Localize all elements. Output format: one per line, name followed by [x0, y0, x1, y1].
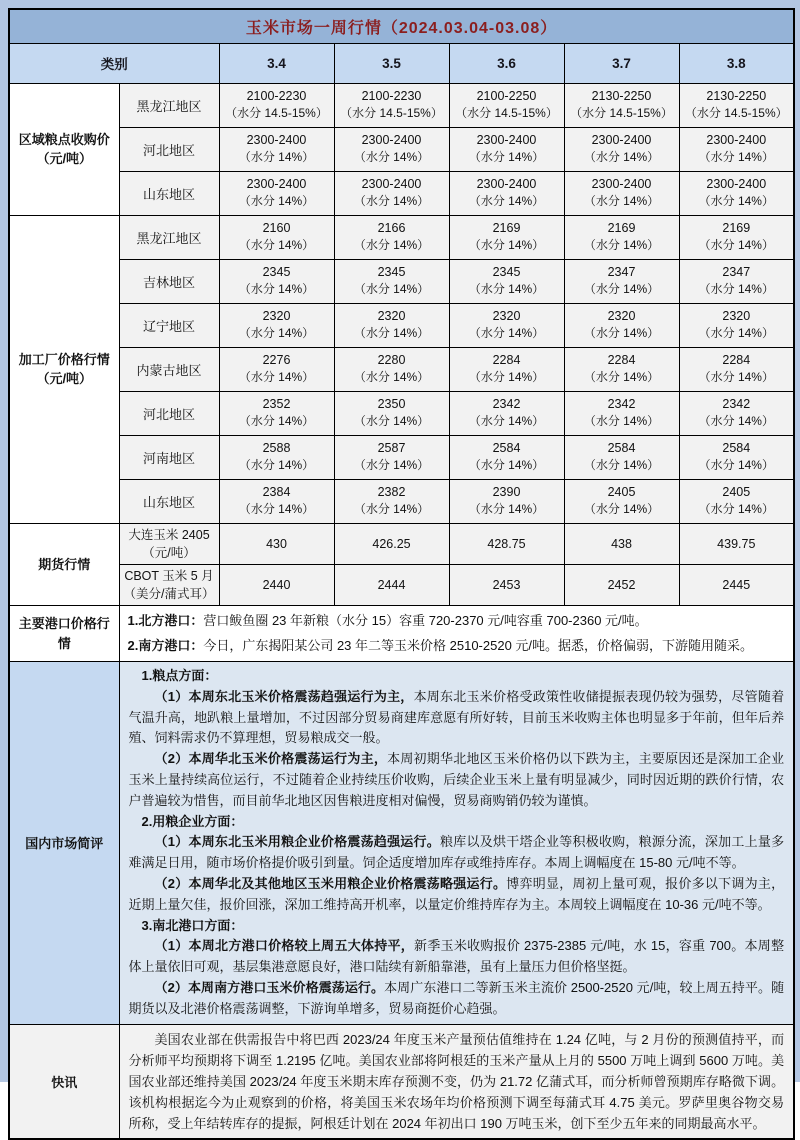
price-value: 2169: [607, 221, 636, 236]
moisture-note: （水分 14%）: [583, 282, 660, 297]
price-value: 2100-2230: [246, 89, 307, 104]
price-cell: [219, 259, 334, 303]
price-value: 2300-2400: [591, 177, 652, 192]
region-label: 黑龙江地区: [119, 83, 219, 127]
price-value: 2130-2250: [706, 89, 767, 104]
moisture-note: （水分 14%）: [238, 150, 315, 165]
futures-price-cell: 2445: [679, 564, 794, 605]
review-heading: 2.用粮企业方面：: [141, 813, 244, 829]
moisture-note: （水分 14%）: [468, 238, 545, 253]
column-header-date: 3.8: [679, 43, 794, 83]
futures-price-cell: 2453: [449, 564, 564, 605]
price-value: 2300-2400: [476, 177, 537, 192]
moisture-note: （水分 14%）: [698, 238, 774, 253]
column-header-date: 3.4: [219, 43, 334, 83]
price-cell: [449, 171, 564, 215]
futures-contract-line: CBOT 玉米 5 月: [124, 568, 214, 583]
table-row: [9, 83, 794, 127]
price-cell: [219, 435, 334, 479]
price-value: 2300-2400: [706, 133, 767, 148]
moisture-note: （水分 14.5-15%）: [225, 106, 328, 121]
futures-price-cell: 426.25: [334, 523, 449, 564]
futures-price-cell: 438: [564, 523, 679, 564]
region-label: 山东地区: [119, 479, 219, 523]
futures-contract-label: [119, 564, 219, 605]
price-cell: [219, 479, 334, 523]
review-paragraph: （1）本周东北玉米用粮企业价格震荡趋强运行。粮库以及烘干塔企业等积极收购，粮源分流，深加工上量多难满足日用，随市场价格提价吸引到量。饲企适度增加库存或维持库存。本周上调幅度在 15-80 元/吨不等。: [128, 834, 785, 871]
price-grid: [9, 83, 794, 606]
moisture-note: （水分 14%）: [583, 458, 660, 473]
moisture-note: （水分 14%）: [468, 150, 545, 165]
price-value: 2584: [607, 441, 636, 456]
port-section-row: [9, 606, 794, 662]
review-paragraph: （2）本周华北及其他地区玉米用粮企业价格震荡略强运行。博弈明显，周初上量可观，报价多以下调为主，近期上量欠佳，报价回涨，深加工维持高开机率，以量定价维持库存为主。本周较上调幅度在 10-36 元/吨不等。: [128, 875, 785, 912]
futures-price-cell: 428.75: [449, 523, 564, 564]
price-value: 2347: [607, 265, 636, 280]
price-value: 2276: [262, 353, 291, 368]
region-label: 吉林地区: [119, 259, 219, 303]
price-cell: [334, 127, 449, 171]
price-cell: [334, 303, 449, 347]
price-cell: [449, 391, 564, 435]
price-value: 2584: [722, 441, 751, 456]
moisture-note: （水分 14%）: [583, 502, 660, 517]
futures-contract-line: （美分/蒲式耳）: [123, 586, 215, 601]
price-value: 2384: [262, 485, 291, 500]
section-label: [9, 215, 119, 523]
futures-contract-line: 大连玉米 2405: [128, 527, 210, 542]
price-cell: [564, 435, 679, 479]
price-value: 2588: [262, 441, 291, 456]
price-value: 2405: [722, 485, 751, 500]
price-cell: [679, 127, 794, 171]
price-value: 2347: [722, 265, 751, 280]
moisture-note: （水分 14%）: [468, 370, 545, 385]
price-value: 2160: [262, 221, 291, 236]
review-paragraph: （2）本周南方港口玉米价格震荡运行。本周广东港口二等新玉米主流价 2500-2520 元/吨，较上周五持平。随期货以及北港价格震荡调整，下游询单增多，贸易商挺价心趋强。: [128, 979, 785, 1016]
moisture-note: （水分 14%）: [353, 150, 430, 165]
review-paragraph: （1）本周东北玉米价格震荡趋强运行为主，本周东北玉米价格受政策性收储提振表现仍较为强势，尽管随着气温升高，地趴粮上量增加，不过因部分贸易商建库意愿有所好转，目前玉米收购主体也明显多于年前，但年后养殖、饲料需求仍不算理想，贸易粮成交一般。: [128, 688, 785, 746]
region-label: 山东地区: [119, 171, 219, 215]
price-cell: [564, 83, 679, 127]
moisture-note: （水分 14%）: [238, 282, 315, 297]
moisture-note: （水分 14%）: [353, 194, 430, 209]
price-value: 2390: [492, 485, 521, 500]
price-cell: [219, 347, 334, 391]
price-value: 2300-2400: [706, 177, 767, 192]
price-value: 2300-2400: [361, 133, 422, 148]
moisture-note: （水分 14%）: [698, 370, 774, 385]
price-cell: [334, 83, 449, 127]
price-cell: [219, 391, 334, 435]
moisture-note: （水分 14%）: [698, 282, 774, 297]
review-paragraph: （1）本周北方港口价格较上周五大体持平，新季玉米收购报价 2375-2385 元/吨，水 15，容重 700。本周整体上量依旧可观，基层集港意愿良好，港口陆续有新船靠港，虽有上量压力但价格坚挺。: [128, 938, 785, 975]
corn-market-table: [8, 8, 795, 1140]
price-cell: [449, 215, 564, 259]
moisture-note: （水分 14%）: [583, 150, 660, 165]
moisture-note: （水分 14%）: [468, 502, 545, 517]
column-header-date: 3.5: [334, 43, 449, 83]
futures-price-cell: 2452: [564, 564, 679, 605]
price-value: 2169: [722, 221, 751, 236]
port-line-south-text: 今日，广东揭阳某公司 23 年二等玉米价格 2510-2520 元/吨。据悉，价格偏弱，下游随用随采。: [203, 637, 754, 653]
table-row: [9, 127, 794, 171]
price-value: 2342: [492, 397, 521, 412]
price-cell: [679, 435, 794, 479]
review-section-content: [119, 662, 794, 1025]
price-value: 2320: [607, 309, 636, 324]
price-cell: [449, 303, 564, 347]
table-row: [9, 391, 794, 435]
moisture-note: （水分 14%）: [238, 370, 315, 385]
price-value: 2320: [722, 309, 751, 324]
review-heading: 1.粮点方面：: [141, 668, 218, 683]
news-paragraph: 美国农业部在供需报告中将巴西 2023/24 年度玉米产量预估值维持在 1.24 亿吨，与 2 月份的预测值持平，而分析师平均预期将下调至 1.2195 亿吨。美国农业部将阿根廷的玉米产量从上月的 5500 万吨上调到 5600 万吨。美国农业部还维持美国 2023/24 年度玉米期末库存预测不变，仍为 21.72 亿蒲式耳，而分析师曾预期库存略微下调。该机构根据迄今为止观察到的价格，将美国玉米农场年均价格预测下调至每蒲式耳 4.75 美元。罗萨里奥谷物交易所称，受上年结转库存的提振，阿根廷计划在 2024 年初出口 190 万吨玉米，创下至少五年来的同期最高水平。: [128, 1031, 785, 1131]
price-value: 2300-2400: [361, 177, 422, 192]
price-value: 2130-2250: [591, 89, 652, 104]
price-cell: [564, 479, 679, 523]
moisture-note: （水分 14%）: [583, 238, 660, 253]
price-cell: [679, 391, 794, 435]
moisture-note: （水分 14%）: [698, 194, 774, 209]
price-cell: [564, 303, 679, 347]
futures-price-cell: 2440: [219, 564, 334, 605]
price-cell: [564, 215, 679, 259]
review-heading: 3.南北港口方面：: [141, 917, 244, 933]
moisture-note: （水分 14.5-15%）: [684, 106, 788, 121]
region-label: 内蒙古地区: [119, 347, 219, 391]
price-cell: [449, 347, 564, 391]
moisture-note: （水分 14%）: [353, 370, 430, 385]
price-value: 2320: [262, 309, 291, 324]
price-value: 2284: [607, 353, 636, 368]
price-cell: [679, 171, 794, 215]
region-label: 河北地区: [119, 127, 219, 171]
price-cell: [334, 479, 449, 523]
price-cell: [449, 127, 564, 171]
table-row: [9, 564, 794, 605]
price-cell: [679, 303, 794, 347]
moisture-note: （水分 14%）: [353, 414, 430, 429]
table-row: [9, 215, 794, 259]
price-cell: [449, 435, 564, 479]
column-header-category: 类别: [9, 43, 219, 83]
price-cell: [564, 347, 679, 391]
price-value: 2345: [492, 265, 521, 280]
section-label: [9, 83, 119, 215]
table-row: [9, 259, 794, 303]
port-line-north-text: 营口鲅鱼圈 23 年新粮（水分 15）容重 720-2370 元/吨容重 700-2360 元/吨。: [203, 613, 648, 629]
price-cell: [564, 259, 679, 303]
news-section-row: [9, 1024, 794, 1139]
price-cell: [219, 171, 334, 215]
price-cell: [449, 83, 564, 127]
price-value: 2350: [377, 397, 406, 412]
section-label-ports: 主要港口价格行情: [9, 606, 119, 662]
news-section-content: [119, 1024, 794, 1139]
region-label: 辽宁地区: [119, 303, 219, 347]
moisture-note: （水分 14%）: [468, 414, 545, 429]
moisture-note: （水分 14%）: [698, 458, 774, 473]
moisture-note: （水分 14%）: [583, 414, 660, 429]
moisture-note: （水分 14%）: [238, 326, 315, 341]
header-row: [9, 43, 794, 83]
price-value: 2284: [492, 353, 521, 368]
futures-contract-label: [119, 523, 219, 564]
price-value: 2405: [607, 485, 636, 500]
price-value: 2320: [377, 309, 406, 324]
price-value: 2280: [377, 353, 406, 368]
moisture-note: （水分 14%）: [238, 502, 315, 517]
moisture-note: （水分 14%）: [583, 194, 660, 209]
region-label: 黑龙江地区: [119, 215, 219, 259]
price-cell: [564, 127, 679, 171]
price-cell: [334, 391, 449, 435]
moisture-note: （水分 14%）: [698, 326, 774, 341]
price-cell: [219, 127, 334, 171]
price-value: 2300-2400: [476, 133, 537, 148]
moisture-note: （水分 14%）: [238, 414, 315, 429]
price-cell: [219, 215, 334, 259]
moisture-note: （水分 14%）: [698, 150, 774, 165]
title-row: [9, 9, 794, 43]
moisture-note: （水分 14%）: [353, 326, 430, 341]
price-value: 2320: [492, 309, 521, 324]
price-cell: [334, 215, 449, 259]
price-cell: [679, 479, 794, 523]
section-label-review: 国内市场简评: [9, 662, 119, 1025]
moisture-note: （水分 14%）: [468, 326, 545, 341]
moisture-note: （水分 14%）: [238, 238, 315, 253]
price-value: 2352: [262, 397, 291, 412]
moisture-note: （水分 14%）: [353, 458, 430, 473]
price-cell: [334, 435, 449, 479]
price-value: 2345: [377, 265, 406, 280]
moisture-note: （水分 14%）: [238, 194, 315, 209]
table-row: [9, 479, 794, 523]
price-cell: [679, 347, 794, 391]
price-value: 2345: [262, 265, 291, 280]
moisture-note: （水分 14.5-15%）: [340, 106, 443, 121]
price-value: 2300-2400: [246, 133, 307, 148]
futures-price-cell: 430: [219, 523, 334, 564]
price-cell: [449, 259, 564, 303]
port-line-south-label: 2.南方港口：: [127, 637, 204, 653]
price-value: 2382: [377, 485, 406, 500]
price-value: 2100-2250: [476, 89, 537, 104]
section-label-line: 加工厂价格行情: [18, 351, 110, 367]
moisture-note: （水分 14%）: [353, 502, 430, 517]
price-cell: [679, 259, 794, 303]
price-cell: [449, 479, 564, 523]
region-label: 河南地区: [119, 435, 219, 479]
column-header-date: 3.6: [449, 43, 564, 83]
table-row: [9, 347, 794, 391]
region-label: 河北地区: [119, 391, 219, 435]
column-header-date: 3.7: [564, 43, 679, 83]
price-value: 2300-2400: [591, 133, 652, 148]
moisture-note: （水分 14%）: [353, 282, 430, 297]
price-value: 2587: [377, 441, 406, 456]
futures-price-cell: 439.75: [679, 523, 794, 564]
price-value: 2300-2400: [246, 177, 307, 192]
section-label-line: 区域粮点收购价: [18, 131, 110, 147]
price-cell: [679, 83, 794, 127]
price-cell: [219, 303, 334, 347]
price-cell: [334, 171, 449, 215]
price-cell: [334, 347, 449, 391]
moisture-note: （水分 14.5-15%）: [570, 106, 673, 121]
section-label-line: （元/吨）: [36, 371, 93, 386]
moisture-note: （水分 14%）: [583, 370, 660, 385]
review-section-row: [9, 662, 794, 1025]
price-value: 2584: [492, 441, 521, 456]
futures-price-cell: 2444: [334, 564, 449, 605]
port-line-north-label: 1.北方港口：: [127, 613, 204, 629]
table-row: [9, 171, 794, 215]
price-value: 2100-2230: [361, 89, 422, 104]
moisture-note: （水分 14%）: [698, 414, 774, 429]
moisture-note: （水分 14.5-15%）: [455, 106, 558, 121]
futures-contract-line: （元/吨）: [142, 545, 196, 560]
port-line-north: [128, 609, 786, 633]
table-row: [9, 435, 794, 479]
moisture-note: （水分 14%）: [238, 458, 315, 473]
table-row: [9, 523, 794, 564]
review-paragraph: （2）本周华北玉米价格震荡运行为主，本周初期华北地区玉米价格仍以下跌为主，主要原因还是深加工企业玉米上量持续高位运行，不过随着企业持续压价收购，后续企业玉米上量有明显减少，同时因近期的跌价行情，农户普遍较为惜售，而目前华北地区因售粮进度相对偏慢，贸易商购销仍较为谨慎。: [128, 751, 785, 808]
section-label-news: 快讯: [9, 1024, 119, 1139]
page-title: 玉米市场一周行情（2024.03.04-03.08）: [9, 9, 794, 43]
moisture-note: （水分 14%）: [468, 282, 545, 297]
moisture-note: （水分 14%）: [583, 326, 660, 341]
moisture-note: （水分 14%）: [353, 238, 430, 253]
price-cell: [564, 171, 679, 215]
price-cell: [334, 259, 449, 303]
port-section-content: [119, 606, 794, 662]
table-row: [9, 303, 794, 347]
price-value: 2169: [492, 221, 521, 236]
section-label-futures: 期货行情: [9, 523, 119, 606]
price-value: 2284: [722, 353, 751, 368]
price-value: 2166: [377, 221, 406, 236]
price-cell: [679, 215, 794, 259]
section-label-line: （元/吨）: [36, 151, 93, 166]
price-cell: [564, 391, 679, 435]
moisture-note: （水分 14%）: [698, 502, 774, 517]
port-line-south: [128, 634, 786, 658]
price-value: 2342: [722, 397, 751, 412]
moisture-note: （水分 14%）: [468, 458, 545, 473]
moisture-note: （水分 14%）: [468, 194, 545, 209]
price-cell: [219, 83, 334, 127]
price-value: 2342: [607, 397, 636, 412]
